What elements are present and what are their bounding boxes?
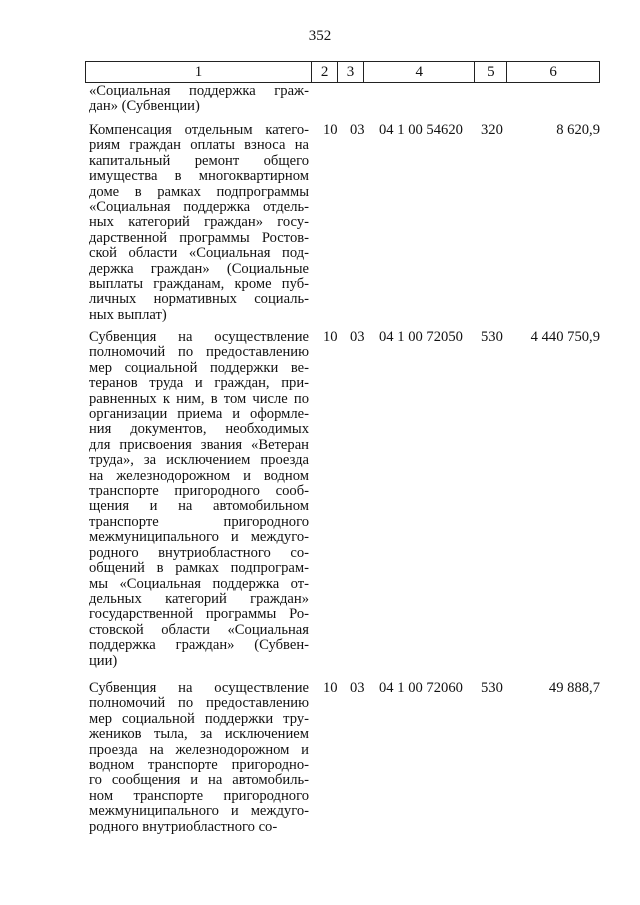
description-line: водном транспорте пригородно-: [89, 757, 309, 774]
expense-type-code: 530: [481, 329, 503, 345]
description-line: межмуниципального и междуго-: [89, 529, 309, 546]
description-line: риям граждан оплаты взноса на: [89, 137, 309, 154]
description-line: имущества в многоквартирном: [89, 168, 309, 185]
subsection-code: 03: [350, 122, 365, 138]
description-line: проезда на железнодорожном и: [89, 741, 309, 758]
column-header-3: 3: [338, 62, 364, 82]
section-code: 10: [323, 680, 338, 696]
amount: 8 620,9: [556, 122, 600, 138]
description-line: го сообщения и на автомобиль-: [89, 772, 309, 789]
description-line: ных выплат): [89, 306, 167, 323]
description-line: дан» (Субвенции): [89, 98, 200, 115]
subsection-code: 03: [350, 329, 365, 345]
column-header-5: 5: [475, 62, 507, 82]
column-header-1: 1: [86, 62, 312, 82]
description-line: жеников тыла, за исключением: [89, 726, 309, 743]
description-line: «Социальная поддержка граж-: [89, 83, 309, 99]
description-line: выплаты гражданам, кроме пуб-: [89, 276, 309, 293]
description-line: ном транспорте пригородного: [89, 787, 309, 804]
description-line: общений в рамках подпрограм-: [89, 560, 309, 577]
description-line: на железнодорожном и водном: [89, 467, 309, 484]
description-line: межмуниципального и междуго-: [89, 803, 309, 820]
table-header-row: [85, 61, 600, 83]
description-line: теранов труда и граждан, при-: [89, 375, 309, 392]
row-description: [89, 84, 309, 115]
description-line: поддержка граждан» (Субвен-: [89, 637, 309, 654]
description-line: полномочий по предоставлению: [89, 344, 309, 361]
description-line: для присвоения звания «Ветеран: [89, 436, 309, 453]
column-header-6: 6: [549, 64, 557, 80]
description-line: мер социальной поддержки ве-: [89, 359, 309, 376]
section-code: 10: [323, 329, 338, 345]
description-line: равненных к ним, в том числе по: [89, 390, 309, 407]
row-description: [89, 330, 309, 669]
amount: 4 440 750,9: [530, 329, 600, 345]
description-line: полномочий по предоставлению: [89, 695, 309, 712]
description-line: стовской области «Социальная: [89, 621, 309, 638]
description-line: дарственной программы Ростов-: [89, 229, 309, 246]
description-line: родного внутриобластного со-: [89, 544, 309, 561]
subsection-code: 03: [350, 680, 365, 696]
description-line: труда», за исключением проезда: [89, 452, 309, 469]
target-article-code: 04 1 00 72060: [379, 680, 463, 696]
description-line: личных нормативных социаль-: [89, 291, 309, 308]
expense-type-code: 530: [481, 680, 503, 696]
description-line: мы «Социальная поддержка от-: [89, 575, 309, 592]
column-header-4: 4: [364, 62, 476, 82]
amount: 49 888,7: [548, 680, 600, 696]
description-line: ской области «Социальная под-: [89, 245, 309, 262]
description-line: ния документов, необходимых: [89, 421, 309, 438]
description-line: ции): [89, 652, 118, 669]
target-article-code: 04 1 00 72050: [379, 329, 463, 345]
row-description: [89, 681, 309, 835]
description-line: транспорте пригородного сооб-: [89, 483, 309, 500]
description-line: Субвенция на осуществление: [89, 329, 309, 345]
description-line: доме в рамках подпрограммы: [89, 183, 309, 200]
description-line: «Социальная поддержка отдель-: [89, 199, 309, 216]
page-number: 352: [308, 28, 332, 44]
description-line: ных категорий граждан» госу-: [89, 214, 309, 231]
description-line: государственной программы Ро-: [89, 606, 309, 623]
description-line: держка граждан» (Социальные: [89, 260, 309, 277]
description-line: Субвенция на осуществление: [89, 680, 309, 696]
description-line: организации приема и оформле-: [89, 406, 309, 423]
description-line: дельных категорий граждан»: [89, 590, 309, 607]
description-line: транспорте пригородного: [89, 513, 309, 530]
description-line: капитальный ремонт общего: [89, 152, 309, 169]
description-line: родного внутриобластного со-: [89, 818, 278, 835]
target-article-code: 04 1 00 54620: [379, 122, 463, 138]
expense-type-code: 320: [481, 122, 503, 138]
row-description: [89, 123, 309, 323]
description-line: мер социальной поддержки тру-: [89, 710, 309, 727]
column-header-2: 2: [312, 62, 338, 82]
description-line: Компенсация отдельным катего-: [89, 122, 309, 138]
description-line: щения и на автомобильном: [89, 498, 309, 515]
section-code: 10: [323, 122, 338, 138]
